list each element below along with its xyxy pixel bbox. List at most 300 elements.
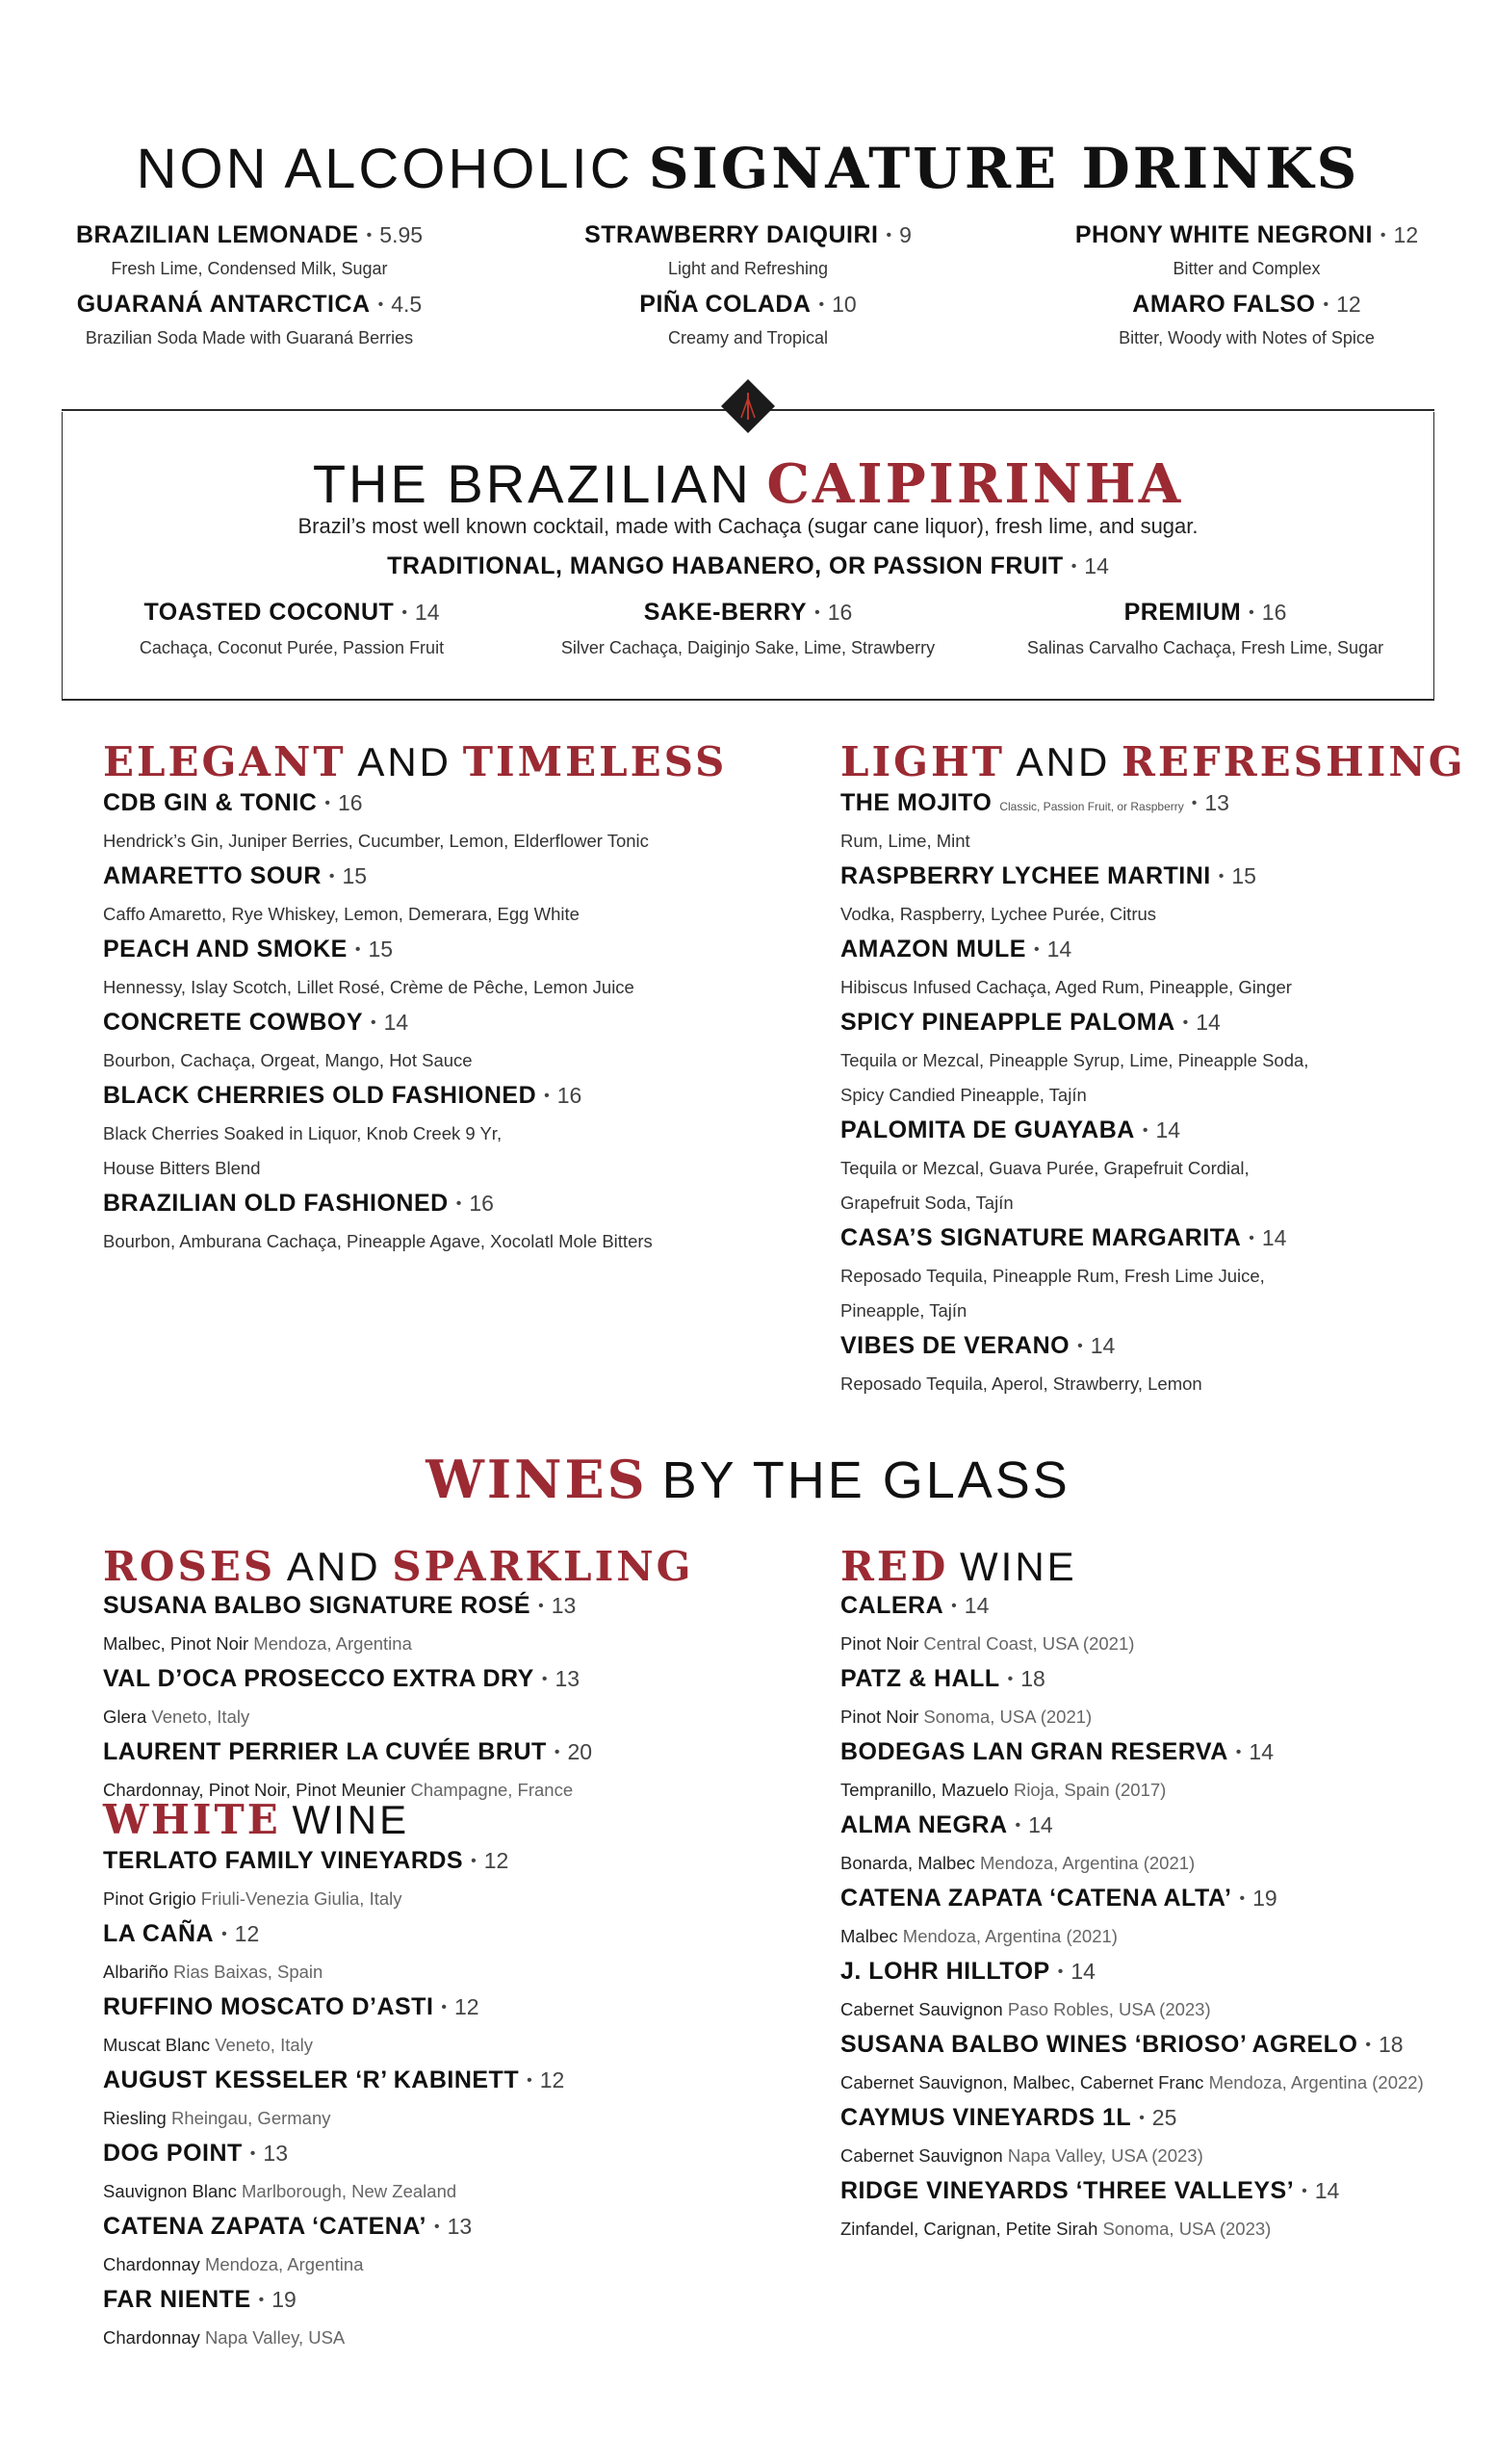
wine-name-line — [840, 1661, 1476, 1700]
price-separator: • — [1218, 868, 1225, 885]
drink-name: GUARANÁ ANTARCTICA — [76, 291, 371, 318]
drink-price: 14 — [414, 600, 440, 625]
wine-name: RIDGE VINEYARDS ‘THREE VALLEYS’ — [840, 2177, 1295, 2204]
wine-grape: Pinot Noir — [840, 1633, 919, 1654]
wine-grape: Chardonnay — [103, 2327, 200, 2348]
wine-region: Rioja, Spain (2017) — [1013, 1780, 1167, 1800]
drink-description: Fresh Lime, Condensed Milk, Sugar — [111, 259, 388, 278]
price-separator: • — [818, 296, 825, 313]
caipirinha-item-line — [984, 599, 1427, 627]
wine-detail — [840, 1773, 1476, 1808]
wine-detail — [840, 1992, 1476, 2027]
wine-name-line — [103, 1843, 777, 1882]
price-separator: • — [1365, 2037, 1372, 2053]
price-separator: • — [1182, 1014, 1189, 1031]
drink-price: 14 — [1196, 1010, 1221, 1035]
price-separator: • — [886, 227, 892, 244]
drink-description: Bitter, Woody with Notes of Spice — [1119, 328, 1375, 347]
white-list — [103, 1843, 777, 2355]
wine-name-line — [840, 1954, 1476, 1992]
wine-name: CAYMUS VINEYARDS 1L — [840, 2104, 1132, 2131]
wine-region: Mendoza, Argentina — [253, 1633, 412, 1654]
wine-region: Mendoza, Argentina — [204, 2254, 364, 2274]
wine-price: 13 — [447, 2214, 473, 2239]
wine-price: 13 — [263, 2141, 288, 2166]
wine-detail — [103, 2321, 777, 2355]
wine-grape: Cabernet Sauvignon, Malbec, Cabernet Franc — [840, 2072, 1204, 2092]
wine-region: Central Coast, USA (2021) — [923, 1633, 1135, 1654]
wine-price: 14 — [1028, 1812, 1053, 1837]
wine-name: CALERA — [840, 1592, 944, 1619]
wine-region: Rias Baixas, Spain — [173, 1962, 323, 1982]
drink-price: 16 — [827, 600, 853, 625]
caipirinha-item-line — [70, 599, 513, 627]
drink-description: Bitter and Complex — [1173, 259, 1321, 278]
wine-name: TERLATO FAMILY VINEYARDS — [103, 1847, 464, 1874]
wine-name-line — [103, 1661, 777, 1700]
drink-name: AMAZON MULE — [840, 936, 1026, 962]
drink-description: Rum, Lime, Mint — [840, 831, 970, 851]
caipirinha-item — [527, 599, 969, 658]
wine-name: CATENA ZAPATA ‘CATENA’ — [103, 2213, 426, 2240]
na-drink-item — [997, 291, 1496, 348]
drink-name: BRAZILIAN OLD FASHIONED — [103, 1190, 449, 1217]
drink-description: Reposado Tequila, Pineapple Rum, Fresh Lime Juice, — [840, 1266, 1265, 1286]
price-separator: • — [441, 1999, 448, 2015]
wine-item — [840, 1954, 1476, 2027]
red-wine-title: RED WINE — [840, 1543, 1077, 1590]
cocktail-name-line — [840, 1113, 1457, 1151]
cocktail-item — [103, 932, 758, 1005]
price-separator: • — [554, 1744, 560, 1760]
wine-region: Paso Robles, USA (2023) — [1007, 1999, 1211, 2019]
light-refreshing-title: LIGHT AND REFRESHING — [840, 738, 1466, 785]
price-separator: • — [1323, 296, 1329, 313]
price-separator: • — [401, 604, 407, 621]
price-separator: • — [1142, 1122, 1148, 1139]
elegant-list — [103, 785, 758, 1259]
drink-name: THE MOJITO — [840, 789, 993, 816]
na-drink-item — [499, 221, 997, 279]
drink-name: SAKE-BERRY — [643, 599, 808, 626]
wine-name-line — [103, 1588, 777, 1627]
wine-grape: Pinot Noir — [840, 1707, 919, 1727]
wine-grape: Zinfandel, Carignan, Petite Sirah — [840, 2219, 1098, 2239]
drink-price: 12 — [1336, 292, 1361, 317]
price-separator: • — [1033, 941, 1040, 958]
wine-price: 12 — [234, 1921, 260, 1946]
price-separator: • — [1057, 1964, 1064, 1980]
drink-name: CDB GIN & TONIC — [103, 789, 318, 816]
wine-grape: Sauvignon Blanc — [103, 2181, 237, 2201]
wine-grape: Glera — [103, 1707, 147, 1727]
wine-item — [103, 1588, 777, 1661]
wine-price: 19 — [271, 2287, 297, 2312]
drink-note: Classic, Passion Fruit, or Raspberry — [999, 800, 1184, 813]
wine-detail — [840, 1627, 1476, 1661]
wine-detail — [103, 1700, 777, 1734]
wine-region: Veneto, Italy — [151, 1707, 250, 1727]
red-list — [840, 1588, 1476, 2246]
wine-detail — [103, 2247, 777, 2282]
drink-description: Hendrick’s Gin, Juniper Berries, Cucumber, Lemon, Elderflower Tonic — [103, 831, 649, 851]
cocktail-name-line — [103, 859, 758, 897]
wine-region: Sonoma, USA (2023) — [1102, 2219, 1272, 2239]
drink-description: Silver Cachaça, Daiginjo Sake, Lime, Strawberry — [560, 638, 936, 657]
wine-item — [840, 2027, 1476, 2100]
wine-price: 18 — [1020, 1666, 1045, 1691]
wine-name-line — [840, 1734, 1476, 1773]
price-separator: • — [324, 795, 330, 811]
drink-price: 14 — [1046, 937, 1072, 962]
wine-name-line — [103, 1734, 777, 1773]
price-separator: • — [544, 1088, 550, 1104]
drink-description: Hibiscus Infused Cachaça, Aged Rum, Pineapple, Ginger — [840, 977, 1292, 997]
wine-name-line — [840, 1808, 1476, 1846]
price-separator: • — [371, 1014, 376, 1031]
wine-price: 12 — [539, 2067, 565, 2092]
drink-price: 14 — [383, 1010, 409, 1035]
drink-name: RASPBERRY LYCHEE MARTINI — [840, 862, 1211, 889]
drink-price: 13 — [1204, 790, 1229, 815]
price-separator: • — [328, 868, 335, 885]
wine-price: 12 — [454, 1994, 479, 2019]
wine-detail — [103, 1955, 777, 1989]
wine-name: ALMA NEGRA — [840, 1811, 1008, 1838]
wine-name-line — [840, 2100, 1476, 2139]
wine-name: CATENA ZAPATA ‘CATENA ALTA’ — [840, 1885, 1232, 1912]
wine-name: LA CAÑA — [103, 1920, 215, 1947]
wine-grape: Chardonnay, Pinot Noir, Pinot Meunier — [103, 1780, 406, 1800]
drink-price: 15 — [368, 937, 394, 962]
wine-name-line — [103, 2209, 777, 2247]
drink-name: PIÑA COLADA — [639, 291, 812, 318]
wine-region: Veneto, Italy — [215, 2035, 314, 2055]
drink-description: Cachaça, Coconut Purée, Passion Fruit — [139, 638, 445, 657]
wine-item — [103, 2209, 777, 2282]
price-separator: • — [814, 604, 820, 621]
cocktail-name-line — [840, 1005, 1457, 1043]
price-separator: • — [1235, 1744, 1242, 1760]
na-drink-line — [0, 221, 499, 249]
roses-sparkling-title: ROSES AND SPARKLING — [103, 1543, 694, 1590]
drink-name: BLACK CHERRIES OLD FASHIONED — [103, 1082, 537, 1109]
wine-name-line — [103, 2063, 777, 2101]
cocktail-name-line — [840, 859, 1457, 897]
price-separator: • — [1077, 1338, 1083, 1354]
drink-price: 14 — [1090, 1333, 1116, 1358]
drink-name: PALOMITA DE GUAYABA — [840, 1116, 1135, 1143]
cocktail-name-line — [103, 1186, 758, 1224]
drink-description: Pineapple, Tajín — [840, 1300, 967, 1321]
cocktail-item — [840, 1005, 1457, 1113]
caipirinha-traditional: TRADITIONAL, MANGO HABANERO, OR PASSION FRUIT • 14 — [387, 552, 1109, 579]
price-separator: • — [377, 296, 384, 313]
caipirinha-subtitle: Brazil’s most well known cocktail, made with Cachaça (sugar cane liquor), fresh lime, and sugar. — [297, 514, 1199, 538]
wine-region: Mendoza, Argentina (2021) — [902, 1926, 1118, 1946]
wine-name: AUGUST KESSELER ‘R’ KABINETT — [103, 2066, 520, 2093]
wine-detail — [840, 2066, 1476, 2100]
cocktail-name-line — [840, 932, 1457, 970]
drink-name: PEACH AND SMOKE — [103, 936, 348, 962]
caipirinha-item — [984, 599, 1427, 658]
cocktail-name-line — [103, 1005, 758, 1043]
price-separator: • — [221, 1926, 227, 1942]
wine-price: 25 — [1151, 2105, 1177, 2130]
drink-name: AMARETTO SOUR — [103, 862, 322, 889]
drink-name: BRAZILIAN LEMONADE — [75, 221, 359, 248]
wine-grape: Tempranillo, Mazuelo — [840, 1780, 1009, 1800]
price-separator: • — [1380, 227, 1386, 244]
wine-grape: Chardonnay — [103, 2254, 200, 2274]
wine-name-line — [840, 1588, 1476, 1627]
wine-item — [840, 1588, 1476, 1661]
cocktail-item — [840, 1328, 1457, 1401]
wine-name: DOG POINT — [103, 2140, 243, 2167]
wine-item — [103, 1989, 777, 2063]
na-drink-item — [499, 291, 997, 348]
price-separator: • — [951, 1598, 957, 1614]
wine-price: 13 — [551, 1593, 577, 1618]
drink-price: 5.95 — [379, 222, 424, 247]
wine-item — [840, 2173, 1476, 2246]
wine-region: Marlborough, New Zealand — [242, 2181, 457, 2201]
drink-name: AMARO FALSO — [1132, 291, 1316, 318]
price-separator: • — [366, 227, 373, 244]
drink-price: 16 — [556, 1083, 582, 1108]
wine-price: 13 — [555, 1666, 580, 1691]
wine-name-line — [840, 2173, 1476, 2212]
roses-list — [103, 1588, 777, 1808]
cocktail-item — [103, 785, 758, 859]
diamond-emblem-icon — [719, 377, 777, 435]
cocktail-item — [103, 1005, 758, 1078]
wine-detail — [840, 2212, 1476, 2246]
wine-item — [840, 1881, 1476, 1954]
wine-grape: Cabernet Sauvignon — [840, 2145, 1003, 2166]
wine-price: 18 — [1379, 2032, 1404, 2057]
light-list — [840, 785, 1457, 1401]
wine-grape: Riesling — [103, 2108, 167, 2128]
drink-description: Caffo Amaretto, Rye Whiskey, Lemon, Demerara, Egg White — [103, 904, 580, 924]
wine-region: Friuli-Venezia Giulia, Italy — [200, 1888, 402, 1909]
wine-grape: Bonarda, Malbec — [840, 1853, 975, 1873]
price-separator: • — [538, 1598, 544, 1614]
wine-name: BODEGAS LAN GRAN RESERVA — [840, 1738, 1228, 1765]
drink-description: Vodka, Raspberry, Lychee Purée, Citrus — [840, 904, 1157, 924]
wine-region: Sonoma, USA (2021) — [923, 1707, 1093, 1727]
wine-grape: Malbec, Pinot Noir — [103, 1633, 249, 1654]
drink-price: 12 — [1393, 222, 1419, 247]
drink-price: 10 — [832, 292, 857, 317]
wine-name: PATZ & HALL — [840, 1665, 1000, 1692]
wine-item — [103, 1916, 777, 1989]
na-drink-line — [0, 291, 499, 319]
price-separator: • — [1191, 795, 1198, 811]
drink-description: Spicy Candied Pineapple, Tajín — [840, 1085, 1087, 1105]
wine-name: LAURENT PERRIER LA CUVÉE BRUT — [103, 1738, 547, 1765]
price-separator: • — [455, 1195, 462, 1212]
cocktail-name-line — [840, 1220, 1457, 1259]
wine-detail — [103, 2174, 777, 2209]
drink-name: CONCRETE COWBOY — [103, 1009, 363, 1036]
drink-description: Bourbon, Amburana Cachaça, Pineapple Agave, Xocolatl Mole Bitters — [103, 1231, 653, 1251]
drink-price: 14 — [1261, 1225, 1287, 1250]
wine-price: 14 — [1070, 1959, 1096, 1984]
wine-detail — [840, 1700, 1476, 1734]
price-separator: • — [1249, 604, 1254, 621]
wine-item — [840, 1808, 1476, 1881]
wine-grape: Muscat Blanc — [103, 2035, 211, 2055]
drink-description: Reposado Tequila, Aperol, Strawberry, Lemon — [840, 1373, 1202, 1394]
price-separator: • — [1007, 1671, 1014, 1687]
wine-name-line — [103, 1989, 777, 2028]
cocktail-item — [840, 932, 1457, 1005]
wine-name-line — [103, 1916, 777, 1955]
drink-description: Grapefruit Soda, Tajín — [840, 1193, 1014, 1213]
price-separator: • — [541, 1671, 548, 1687]
wine-name-line — [840, 1881, 1476, 1919]
na-drink-item — [0, 221, 499, 279]
wine-grape: Cabernet Sauvignon — [840, 1999, 1003, 2019]
wine-item — [840, 1734, 1476, 1808]
cocktail-item — [840, 1220, 1457, 1328]
non-alcoholic-title: NON ALCOHOLIC SIGNATURE DRINKS — [136, 136, 1360, 201]
cocktail-name-line — [103, 932, 758, 970]
drink-price: 16 — [469, 1191, 494, 1216]
drink-price: 9 — [899, 222, 912, 247]
drink-name: STRAWBERRY DAIQUIRI — [584, 221, 879, 248]
wine-grape: Malbec — [840, 1926, 898, 1946]
wine-name-line — [103, 2282, 777, 2321]
caipirinha-title: THE BRAZILIAN CAIPIRINHA — [312, 452, 1184, 516]
price-separator: • — [1302, 2183, 1307, 2199]
drink-name: PREMIUM — [1123, 599, 1242, 626]
drink-name: PHONY WHITE NEGRONI — [1074, 221, 1373, 248]
drink-description: Tequila or Mezcal, Pineapple Syrup, Lime, Pineapple Soda, — [840, 1050, 1309, 1070]
cocktail-item — [103, 1078, 758, 1186]
price-separator: • — [1015, 1817, 1021, 1834]
wine-detail — [103, 2101, 777, 2136]
price-separator: • — [527, 2072, 532, 2089]
wine-grape: Pinot Grigio — [103, 1888, 196, 1909]
cocktail-item — [840, 785, 1457, 859]
price-separator: • — [1239, 1890, 1246, 1907]
wine-item — [840, 2100, 1476, 2173]
wine-item — [103, 2063, 777, 2136]
wine-name: FAR NIENTE — [103, 2286, 251, 2313]
wine-item — [103, 2282, 777, 2355]
drink-price: 15 — [342, 863, 368, 888]
wine-region: Mendoza, Argentina (2021) — [980, 1853, 1196, 1873]
wine-price: 14 — [1314, 2178, 1340, 2203]
wine-detail — [103, 1627, 777, 1661]
wines-title: WINES BY THE GLASS — [426, 1449, 1070, 1510]
cocktail-item — [840, 1113, 1457, 1220]
drink-description: Light and Refreshing — [667, 259, 829, 278]
cocktail-name-line — [103, 1078, 758, 1116]
drink-price: 16 — [1261, 600, 1287, 625]
drink-name: TOASTED COCONUT — [143, 599, 395, 626]
wine-name: SUSANA BALBO SIGNATURE ROSÉ — [103, 1592, 531, 1619]
wine-detail — [103, 2028, 777, 2063]
white-wine-title: WHITE WINE — [103, 1796, 410, 1843]
cocktail-name-line — [840, 1328, 1457, 1367]
drink-price: 4.5 — [391, 292, 423, 317]
wine-item — [103, 1843, 777, 1916]
wine-price: 20 — [567, 1739, 593, 1764]
price-separator: • — [258, 2292, 265, 2308]
drink-name: VIBES DE VERANO — [840, 1332, 1070, 1359]
wine-region: Napa Valley, USA — [204, 2327, 346, 2348]
wine-name: VAL D’OCA PROSECCO EXTRA DRY — [103, 1665, 534, 1692]
wine-price: 14 — [964, 1593, 990, 1618]
caipirinha-box-bottom-border — [62, 699, 1434, 701]
drink-price: 14 — [1155, 1117, 1181, 1142]
wine-grape: Albariño — [103, 1962, 168, 1982]
wine-name: RUFFINO MOSCATO D’ASTI — [103, 1993, 434, 2020]
wine-price: 14 — [1249, 1739, 1274, 1764]
wine-name-line — [103, 2136, 777, 2174]
wine-name: SUSANA BALBO WINES ‘BRIOSO’ AGRELO — [840, 2031, 1358, 2058]
cocktail-name-line — [840, 785, 1457, 824]
drink-description: Brazilian Soda Made with Guaraná Berries — [85, 328, 414, 347]
price-separator: • — [471, 1853, 477, 1869]
wine-item — [103, 1661, 777, 1734]
cocktail-item — [840, 859, 1457, 932]
caipirinha-item-line — [527, 599, 969, 627]
wine-region: Rheingau, Germany — [170, 2108, 331, 2128]
wine-detail — [840, 2139, 1476, 2173]
drink-description: Hennessy, Islay Scotch, Lillet Rosé, Crème de Pêche, Lemon Juice — [103, 977, 634, 997]
wine-detail — [103, 1882, 777, 1916]
na-drink-line — [997, 221, 1496, 249]
price-separator: • — [1139, 2110, 1145, 2126]
drink-description: Black Cherries Soaked in Liquor, Knob Creek 9 Yr, — [103, 1123, 503, 1143]
wine-price: 19 — [1252, 1886, 1277, 1911]
na-drink-line — [997, 291, 1496, 319]
caipirinha-item — [70, 599, 513, 658]
cocktail-name-line — [103, 785, 758, 824]
wine-region: Champagne, France — [410, 1780, 574, 1800]
wine-price: 12 — [483, 1848, 509, 1873]
na-drink-item — [0, 291, 499, 348]
wine-detail — [840, 1919, 1476, 1954]
na-drink-line — [499, 291, 997, 319]
wine-region: Mendoza, Argentina (2022) — [1208, 2072, 1424, 2092]
drink-name: SPICY PINEAPPLE PALOMA — [840, 1009, 1175, 1036]
drink-description: Salinas Carvalho Cachaça, Fresh Lime, Sugar — [1026, 638, 1384, 657]
drink-name: CASA’S SIGNATURE MARGARITA — [840, 1224, 1242, 1251]
elegant-timeless-title: ELEGANT AND TIMELESS — [103, 738, 728, 785]
price-separator: • — [354, 941, 361, 958]
drink-description: House Bitters Blend — [103, 1158, 261, 1178]
drink-description: Bourbon, Cachaça, Orgeat, Mango, Hot Sauce — [103, 1050, 473, 1070]
wine-region: Napa Valley, USA (2023) — [1007, 2145, 1203, 2166]
cocktail-item — [103, 1186, 758, 1259]
drink-description: Tequila or Mezcal, Guava Purée, Grapefruit Cordial, — [840, 1158, 1250, 1178]
drink-price: 15 — [1231, 863, 1256, 888]
na-drink-line — [499, 221, 997, 249]
wine-detail — [840, 1846, 1476, 1881]
drink-description: Creamy and Tropical — [667, 328, 829, 347]
wine-item — [840, 1661, 1476, 1734]
wine-name-line — [840, 2027, 1476, 2066]
price-separator: • — [433, 2219, 440, 2235]
price-separator: • — [1249, 1230, 1254, 1246]
wine-item — [103, 2136, 777, 2209]
drink-price: 16 — [337, 790, 363, 815]
